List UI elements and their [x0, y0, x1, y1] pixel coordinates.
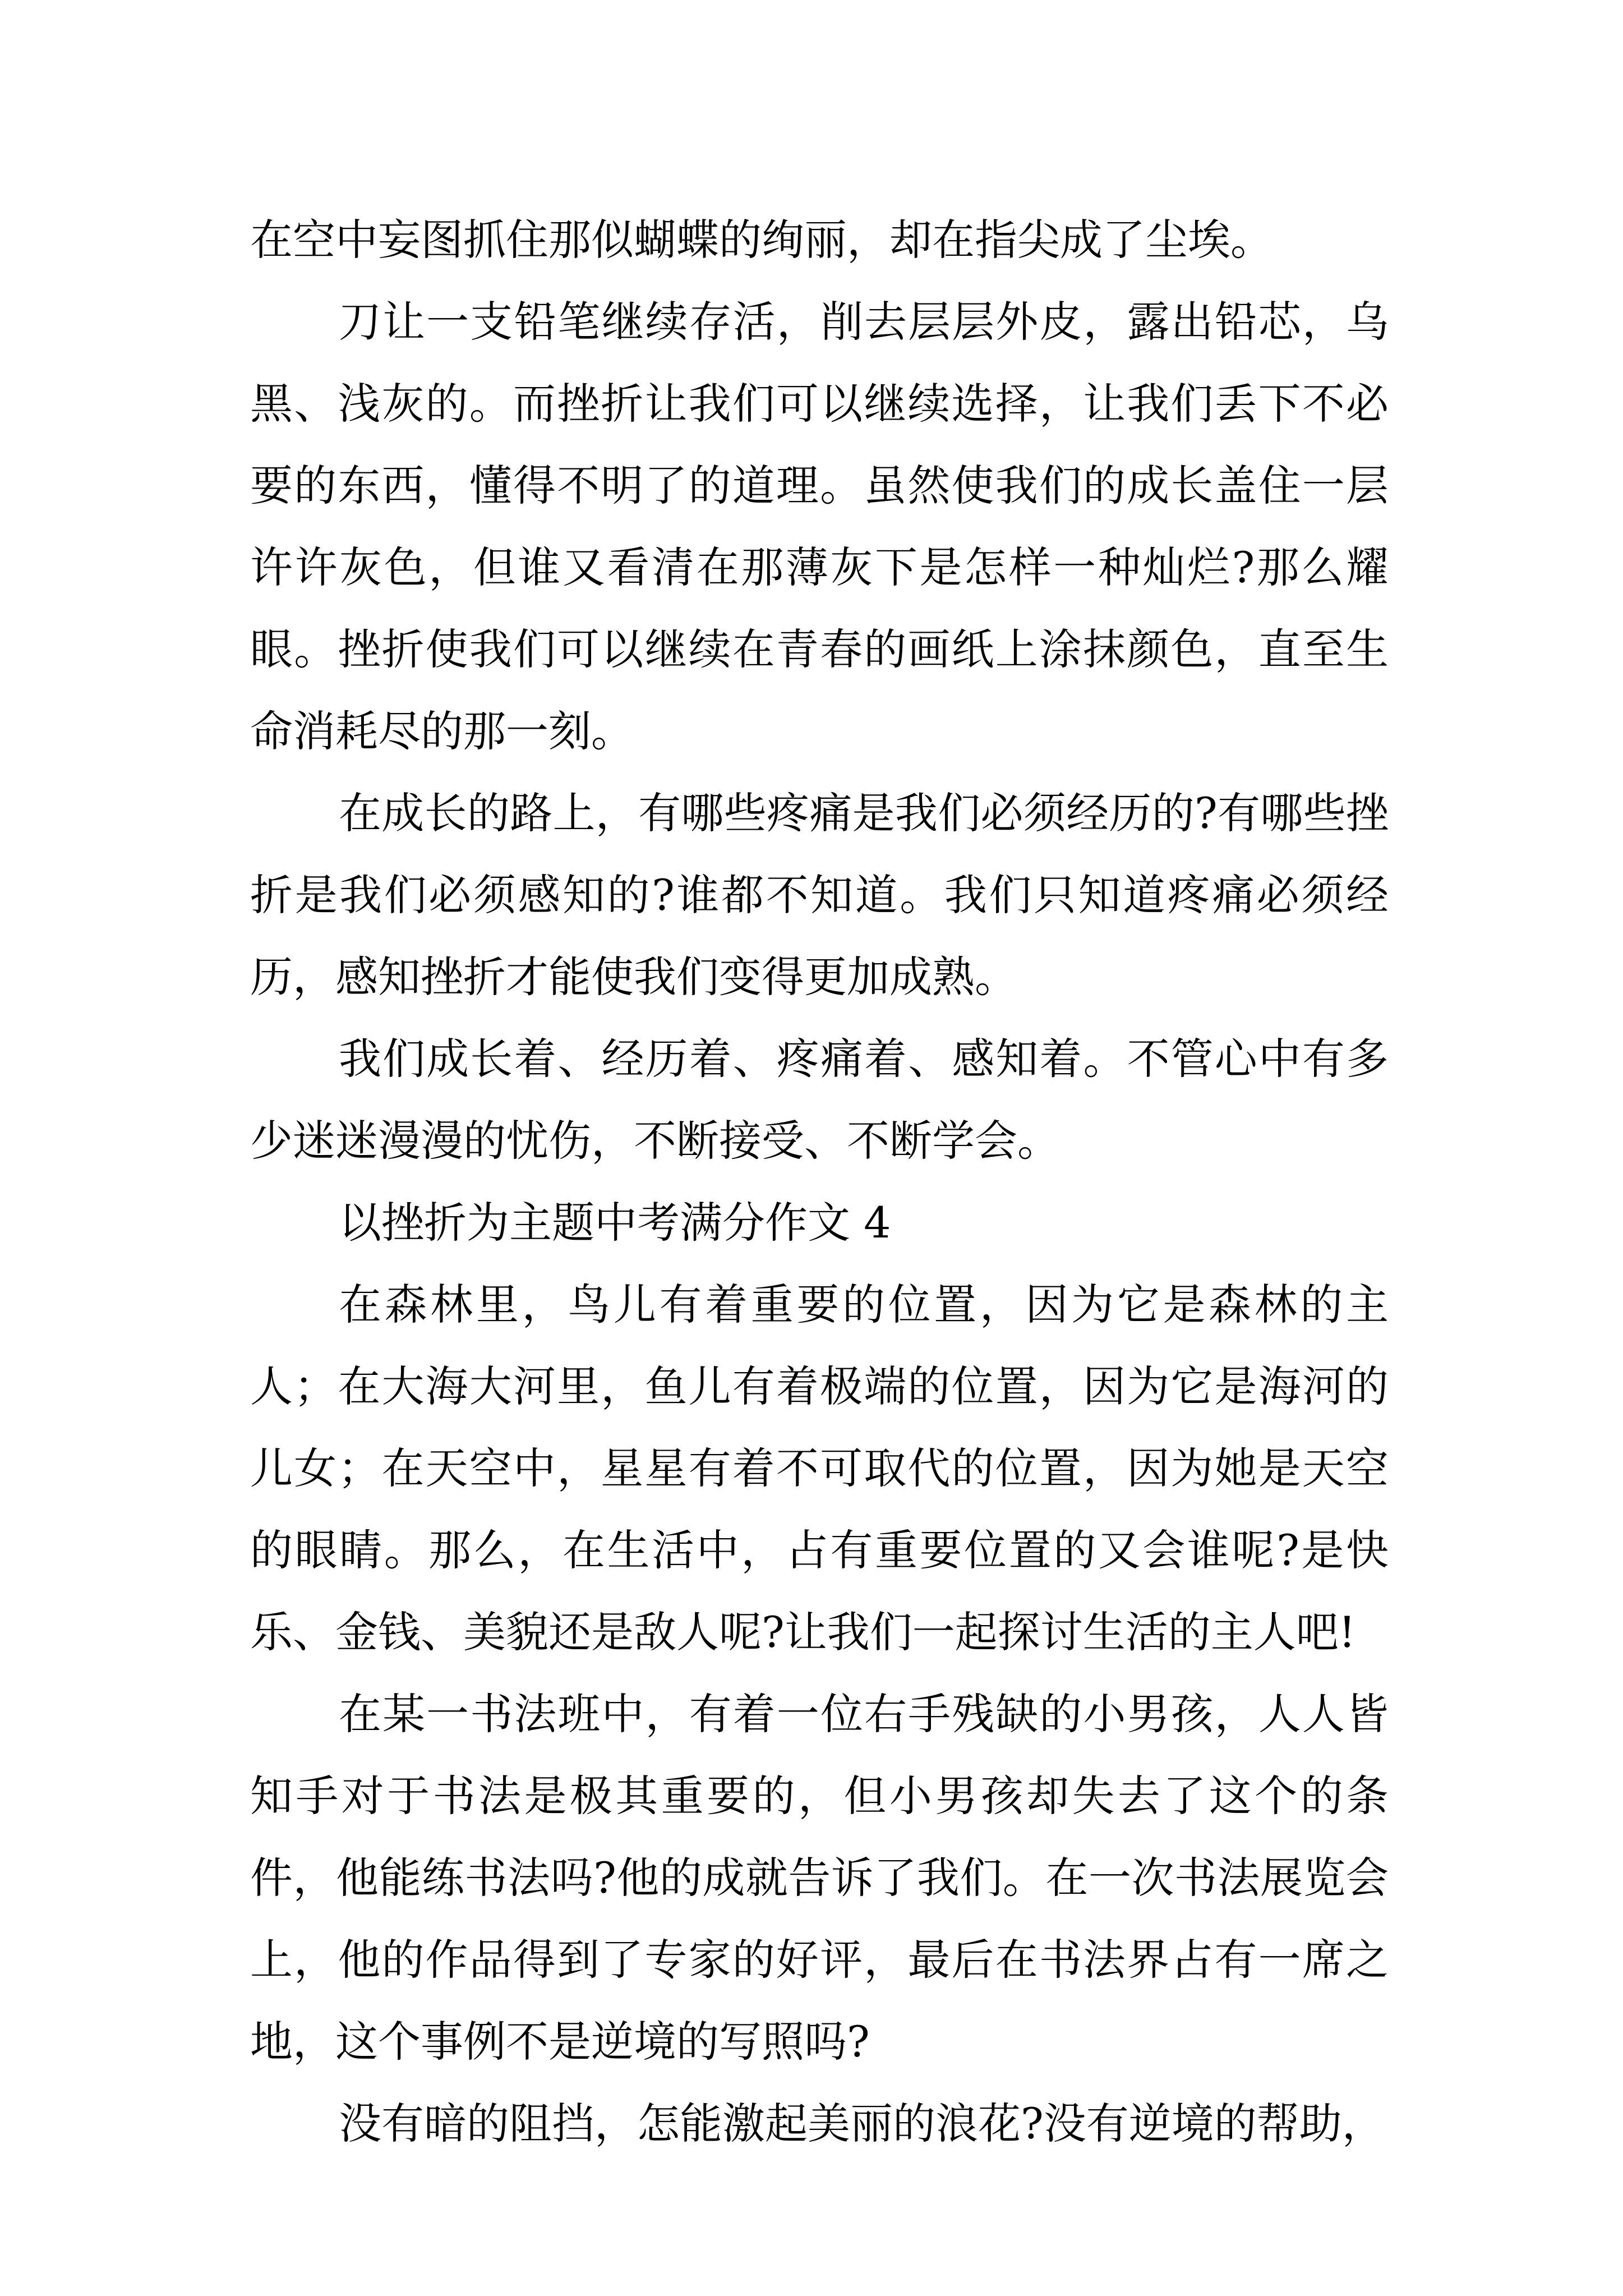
- paragraph-6: 在某一书法班中，有着一位右手残缺的小男孩，人人皆知手对于书法是极其重要的，但小男孩却失去了这个的条件，他能练书法吗?他的成就告诉了我们。在一次书法展览会上，他的作品得到了专家的好评，最后在书法界占有一席之地，这个事例不是逆境的写照吗?: [250, 1689, 1389, 2067]
- paragraph-2: 刀让一支铅笔继续存活，削去层层外皮，露出铅芯，乌黑、浅灰的。而挫折让我们可以继续选择，让我们丢下不必要的东西，懂得不明了的道理。虽然使我们的成长盖住一层许许灰色，但谁又看清在那薄灰下是怎样一种灿烂?那么耀眼。挫折使我们可以继续在青春的画纸上涂抹颜色，直至生命消耗尽的那一刻。: [250, 297, 1389, 756]
- paragraph-4: 我们成长着、经历着、疼痛着、感知着。不管心中有多少迷迷漫漫的忧伤，不断接受、不断学会。: [250, 1034, 1389, 1166]
- document-body: [250, 199, 1389, 2165]
- paragraph-5: 在森林里，鸟儿有着重要的位置，因为它是森林的主人；在大海大河里，鱼儿有着极端的位置，因为它是海河的儿女；在天空中，星星有着不可取代的位置，因为她是天空的眼睛。那么，在生活中，占有重要位置的又会谁呢?是快乐、金钱、美貌还是敌人呢?让我们一起探讨生活的主人吧!: [250, 1280, 1389, 1657]
- paragraph-1: 在空中妄图抓住那似蝴蝶的绚丽，却在指尖成了尘埃。: [250, 215, 1273, 265]
- section-heading: 以挫折为主题中考满分作文 4: [339, 1198, 891, 1248]
- paragraph-3: 在成长的路上，有哪些疼痛是我们必须经历的?有哪些挫折是我们必须感知的?谁都不知道。我们只知道疼痛必须经历，感知挫折才能使我们变得更加成熟。: [250, 788, 1389, 1002]
- paragraph-7: 没有暗的阻挡，怎能激起美丽的浪花?没有逆境的帮助，: [339, 2099, 1385, 2148]
